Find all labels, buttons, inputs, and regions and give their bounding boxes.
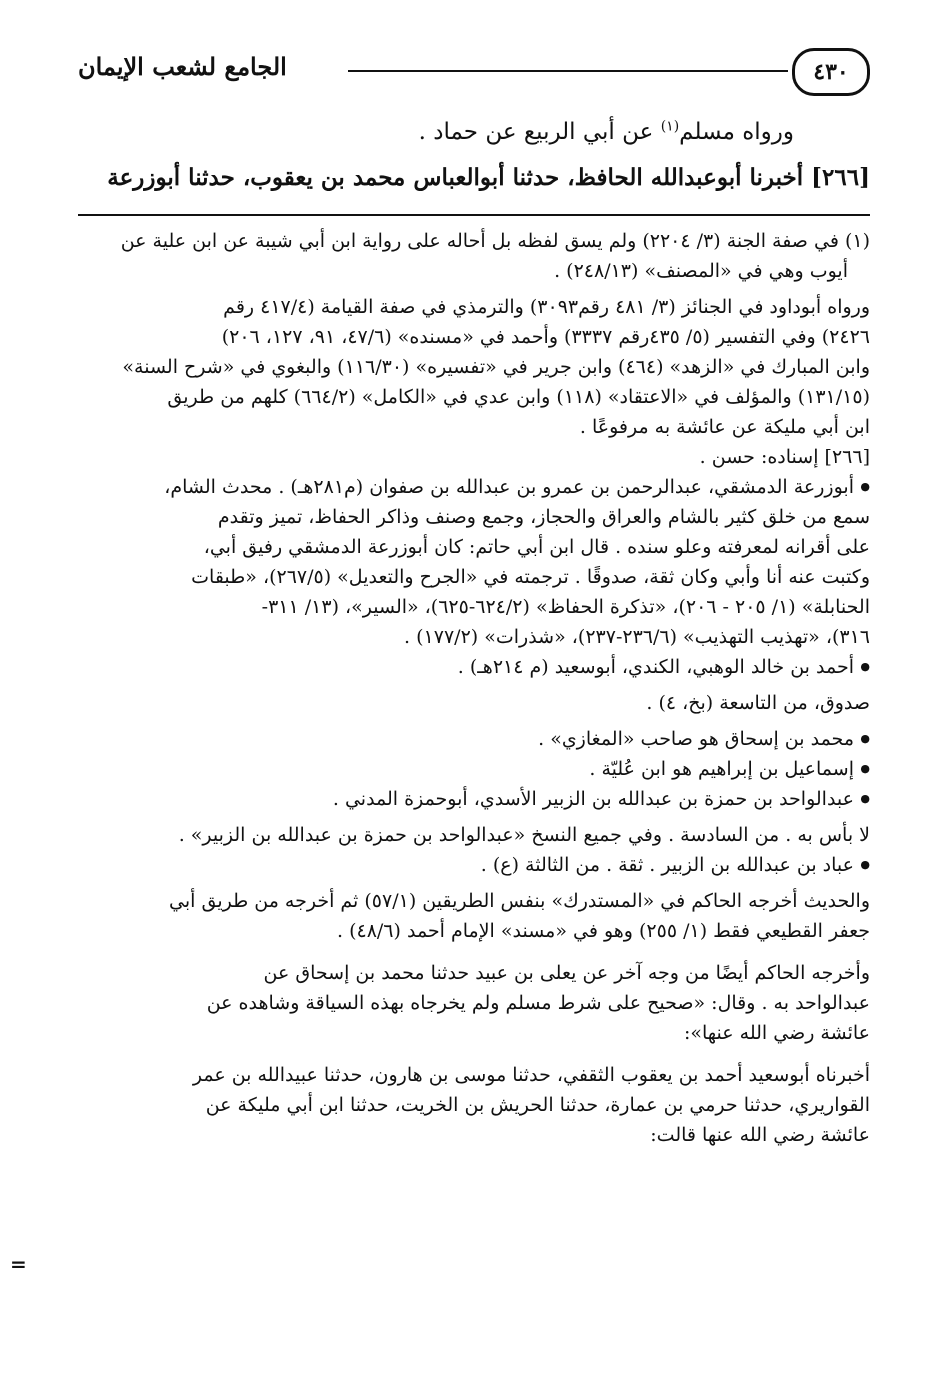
narrator-entry: ● محمد بن إسحاق هو صاحب «المغازي» . bbox=[78, 724, 870, 754]
page-header bbox=[78, 40, 870, 102]
footnote-line: وكتبت عنه أنا وأبي وكان ثقة، صدوقًا . ترجمته في «الجرح والتعديل» (٢٦٧/٥)، «طبقات bbox=[191, 566, 870, 588]
header-rule bbox=[348, 70, 788, 72]
footnote-line: ابن أبي مليكة عن عائشة به مرفوعًا . bbox=[579, 416, 870, 438]
footnote-line: أخبرناه أبوسعيد أحمد بن يعقوب الثقفي، حدثنا موسى بن هارون، حدثنا عبيدالله بن عمر bbox=[192, 1064, 870, 1086]
narrator-grade: صدوق، من التاسعة (بخ، ٤) . bbox=[646, 692, 870, 714]
hadith-chain-line: [٢٦٦] أخبرنا أبوعبدالله الحافظ، حدثنا أبوالعباس محمد بن يعقوب، حدثنا أبوزرعة bbox=[107, 164, 870, 191]
footnote-line: على أقرانه لمعرفته وعلو سنده . قال ابن أبي حاتم: كان أبوزرعة الدمشقي رفيق أبي، bbox=[203, 536, 870, 558]
main-text: ورواه مسلم bbox=[679, 119, 794, 145]
narrator-entry: ● عباد بن عبدالله بن الزبير . ثقة . من الثالثة (ع) . bbox=[78, 850, 870, 880]
footnote-separator bbox=[78, 214, 870, 216]
continuation-mark: = bbox=[10, 1252, 27, 1276]
footnote-line: وأخرجه الحاكم أيضًا من وجه آخر عن يعلى بن عبيد حدثنا محمد بن إسحاق عن bbox=[263, 962, 870, 984]
footnote-line: جعفر القطيعي فقط (١/ ٢٥٥) وهو في «مسند» الإمام أحمد (٤٨/٦) . bbox=[336, 920, 870, 942]
narrator-entry: ● عبدالواحد بن حمزة بن عبدالله بن الزبير الأسدي، أبوحمزة المدني . bbox=[78, 784, 870, 814]
footnote-line: عبدالواحد به . وقال: «صحيح على شرط مسلم ولم يخرجاه بهذه السياقة وشاهده عن bbox=[206, 992, 870, 1014]
footnote-ref: (١) bbox=[660, 118, 680, 135]
footnote-line: ٢٤٢٦) وفي التفسير (٥/ ٤٣٥رقم ٣٣٣٧) وأحمد في «مسنده» (٤٧/٦، ٩١، ١٢٧، ٢٠٦) bbox=[221, 326, 870, 348]
footnote-line: أيوب وهي في «المصنف» (٢٤٨/١٣) . bbox=[554, 260, 848, 282]
footnote-line: (١) في صفة الجنة (٣/ ٢٢٠٤) ولم يسق لفظه بل أحاله على رواية ابن أبي شيبة عن ابن علية عن bbox=[120, 230, 870, 252]
footnote-line: وابن المبارك في «الزهد» (٤٦٤) وابن جرير في «تفسيره» (١١٦/٣٠) والبغوي في «شرح السنة» bbox=[122, 356, 870, 378]
footnote-line: والحديث أخرجه الحاكم في «المستدرك» بنفس الطريقين (٥٧/١) ثم أخرجه من طريق أبي bbox=[169, 890, 870, 912]
main-text: عن أبي الربيع عن حماد . bbox=[418, 119, 661, 145]
footnote-line: (١٣١/١٥) والمؤلف في «الاعتقاد» (١١٨) وابن عدي في «الكامل» (٦٦٤/٢) كلهم من طريق bbox=[167, 386, 870, 408]
isnad-grade: [٢٦٦] إسناده: حسن . bbox=[699, 446, 870, 468]
narrator-grade: لا بأس به . من السادسة . وفي جميع النسخ «عبدالواحد بن حمزة بن عبدالله بن الزبير» . bbox=[178, 824, 870, 846]
footnote-line: القواريري، حدثنا حرمي بن عمارة، حدثنا الحريش بن الخريت، حدثنا ابن أبي مليكة عن bbox=[205, 1094, 870, 1116]
narrator-entry: ● أحمد بن خالد الوهبي، الكندي، أبوسعيد (م ٢١٤هـ) . bbox=[78, 652, 870, 682]
main-text-line bbox=[78, 112, 794, 152]
footnote-line: ورواه أبوداود في الجنائز (٣/ ٤٨١ رقم٣٠٩٣) والترمذي في صفة القيامة (٤١٧/٤ رقم bbox=[223, 296, 870, 318]
book-title: الجامع لشعب الإيمان bbox=[78, 52, 287, 81]
page bbox=[78, 40, 870, 1150]
footnote-line: عائشة رضي الله عنها قالت: bbox=[650, 1124, 870, 1146]
narrator-entry: ● إسماعيل بن إبراهيم هو ابن عُليّة . bbox=[78, 754, 870, 784]
footnotes bbox=[78, 226, 870, 1150]
footnote-line: عائشة رضي الله عنها»: bbox=[683, 1022, 870, 1044]
page-number: ٤٣٠ bbox=[792, 48, 870, 96]
footnote-line: الحنابلة» (١/ ٢٠٥ - ٢٠٦)، «تذكرة الحفاظ» (٦٢٤/٢-٦٢٥)، «السير»، (١٣/ ٣١١- bbox=[261, 596, 870, 618]
footnote-line: ٣١٦)، «تهذيب التهذيب» (٢٣٦/٦-٢٣٧)، «شذرات» (١٧٧/٢) . bbox=[404, 626, 870, 648]
footnote-line: سمع من خلق كثير بالشام والعراق والحجاز، وجمع وصنف وذاكر الحفاظ، تميز وتقدم bbox=[217, 506, 870, 528]
narrator-entry: ● أبوزرعة الدمشقي، عبدالرحمن بن عمرو بن عبدالله بن صفوان (م٢٨١هـ) . محدث الشام، bbox=[78, 472, 870, 502]
